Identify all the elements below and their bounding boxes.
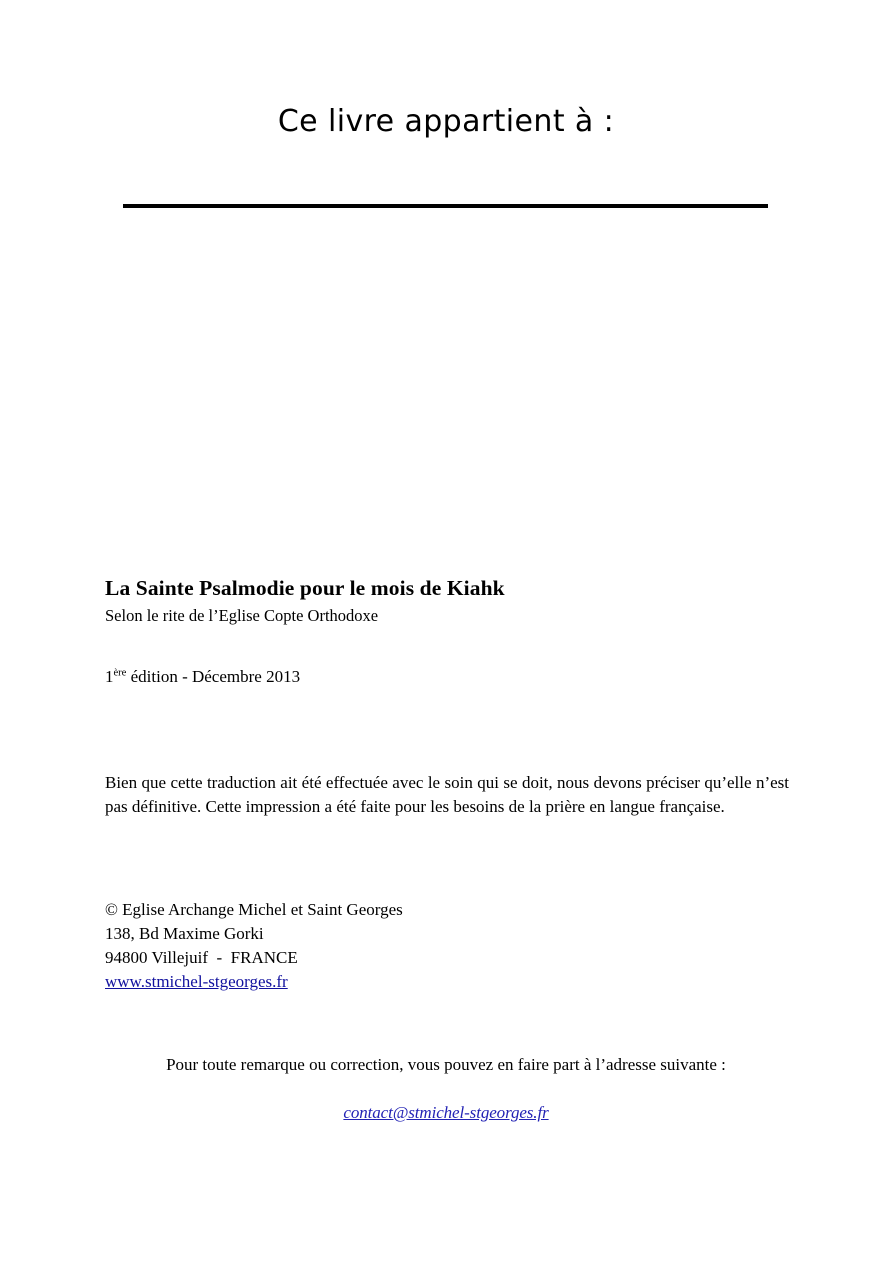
book-title: La Sainte Psalmodie pour le mois de Kiahk: [105, 576, 505, 600]
contact-email-row: [0, 1103, 892, 1123]
publisher-address-block: [105, 898, 789, 995]
contact-invite-text: Pour toute remarque ou correction, vous pouvez en faire part à l’adresse suivante :: [166, 1055, 726, 1074]
owner-heading: Ce livre appartient à :: [277, 104, 615, 139]
book-subtitle: Selon le rite de l’Eglise Copte Orthodoxe: [105, 606, 379, 625]
city-line: 94800 Villejuif - FRANCE: [105, 948, 298, 968]
owner-name-write-line: [123, 204, 768, 208]
edition-ordinal-suffix: ère: [113, 667, 127, 679]
edition-number: 1: [105, 667, 114, 686]
copyright-line: © Eglise Archange Michel et Saint Georges: [105, 900, 403, 919]
website-link[interactable]: www.stmichel-stgeorges.fr: [105, 972, 288, 992]
street-line: 138, Bd Maxime Gorki: [105, 924, 264, 944]
edition-line: [105, 667, 789, 687]
translation-disclaimer: Bien que cette traduction ait été effectuée avec le soin qui se doit, nous devons préciser qu’elle n’est pas définitive. Cette impression a été faite pour les besoins de la prière en langue française.: [105, 773, 789, 817]
edition-date: édition - Décembre 2013: [126, 667, 301, 686]
contact-email-link[interactable]: contact@stmichel-stgeorges.fr: [343, 1103, 549, 1122]
